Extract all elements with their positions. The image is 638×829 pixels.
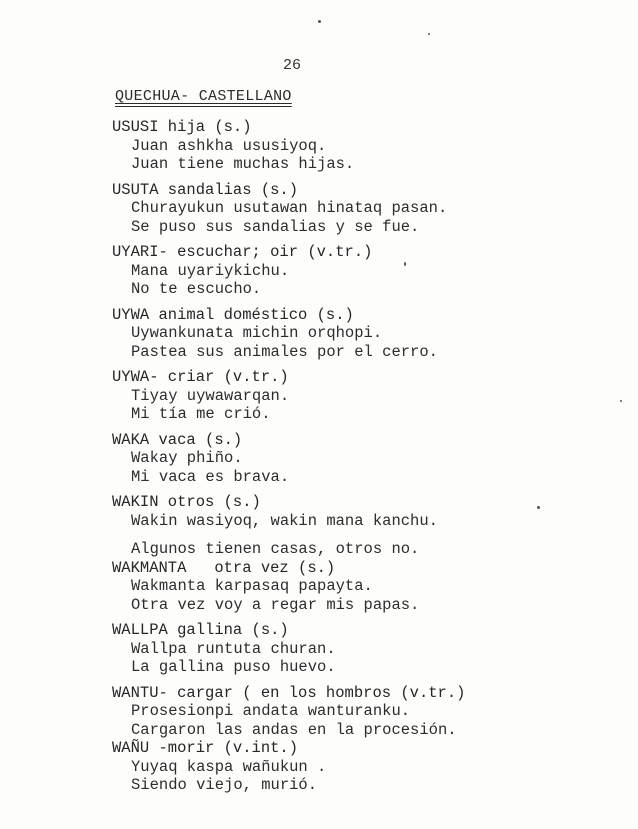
entry-headword: UYARI- escuchar; oir (v.tr.) bbox=[112, 243, 373, 261]
entry-example-quechua: Prosesionpi andata wanturanku. bbox=[131, 702, 411, 720]
dictionary-entry bbox=[112, 368, 612, 424]
entry-example-quechua: Tiyay uywawarqan. bbox=[131, 386, 290, 405]
entry-example-spanish: La gallina puso huevo. bbox=[131, 658, 336, 676]
entry-example-spanish: No te escucho. bbox=[131, 280, 262, 298]
entry-example-spanish: Cargaron las andas en la procesión. bbox=[131, 720, 457, 739]
entry-example-quechua: Wallpa runtuta churan. bbox=[131, 639, 336, 658]
entry-example-spanish: Pastea sus animales por el cerro. bbox=[131, 342, 438, 361]
entry-headword: USUSI hija (s.) bbox=[112, 118, 252, 136]
dictionary-entry bbox=[112, 306, 612, 362]
dictionary-entry bbox=[112, 243, 612, 299]
entry-example-quechua: Yuyaq kaspa wañukun . bbox=[131, 757, 327, 776]
entry-headword: UYWA- criar (v.tr.) bbox=[112, 368, 289, 386]
entry-example-quechua: Juan ashkha ususiyoq. bbox=[131, 136, 327, 155]
entry-example-spanish: Otra vez voy a regar mis papas. bbox=[131, 595, 420, 614]
dictionary-entry bbox=[112, 431, 612, 487]
entry-example-quechua: Wakin wasiyoq, wakin mana kanchu. bbox=[131, 511, 438, 530]
entry-example-spanish: Siendo viejo, murió. bbox=[131, 776, 318, 794]
dictionary-entry bbox=[112, 118, 612, 174]
dictionary-entry bbox=[112, 493, 612, 530]
entry-example-quechua: Wakmanta karpasaq papayta. bbox=[131, 577, 373, 595]
scan-speck bbox=[404, 262, 406, 266]
entry-example-quechua: Uywankunata michin orqhopi. bbox=[131, 324, 383, 342]
dictionary-entry-continuation bbox=[112, 540, 612, 559]
entry-example-spanish: Se puso sus sandalias y se fue. bbox=[131, 217, 420, 236]
entry-headword: WAKIN otros (s.) bbox=[112, 493, 261, 511]
scan-speck bbox=[318, 20, 321, 23]
dictionary-entries bbox=[112, 118, 612, 802]
dictionary-entry bbox=[112, 621, 612, 677]
entry-headword: WALLPA gallina (s.) bbox=[112, 621, 289, 639]
dictionary-entry bbox=[112, 739, 612, 795]
entry-headword: WAKA vaca (s.) bbox=[112, 430, 243, 449]
scan-speck bbox=[428, 33, 430, 35]
entry-example-quechua: Churayukun usutawan hinataq pasan. bbox=[131, 199, 448, 217]
entry-example-spanish: Mi tía me crió. bbox=[131, 405, 271, 423]
entry-headword: WANTU- cargar ( en los hombros (v.tr.) bbox=[112, 683, 466, 702]
entry-headword: USUTA sandalias (s.) bbox=[112, 180, 299, 199]
page-heading: QUECHUA- CASTELLANO bbox=[115, 88, 292, 105]
scan-speck bbox=[537, 506, 540, 509]
entry-headword: WAKMANTA otra vez (s.) bbox=[112, 558, 336, 577]
entry-example-spanish: Algunos tienen casas, otros no. bbox=[131, 540, 420, 558]
entry-example-quechua: Mana uyariykichu. bbox=[131, 261, 290, 280]
dictionary-entry bbox=[112, 684, 612, 740]
dictionary-entry bbox=[112, 181, 612, 237]
dictionary-entry bbox=[112, 559, 612, 615]
entry-example-spanish: Mi vaca es brava. bbox=[131, 467, 290, 486]
entry-example-spanish: Juan tiene muchas hijas. bbox=[131, 155, 355, 173]
scan-speck bbox=[620, 400, 622, 402]
page-number: 26 bbox=[283, 57, 302, 74]
entry-headword: WAÑU -morir (v.int.) bbox=[112, 739, 299, 757]
entry-headword: UYWA animal doméstico (s.) bbox=[112, 305, 354, 324]
entry-example-quechua: Wakay phiño. bbox=[131, 449, 243, 467]
